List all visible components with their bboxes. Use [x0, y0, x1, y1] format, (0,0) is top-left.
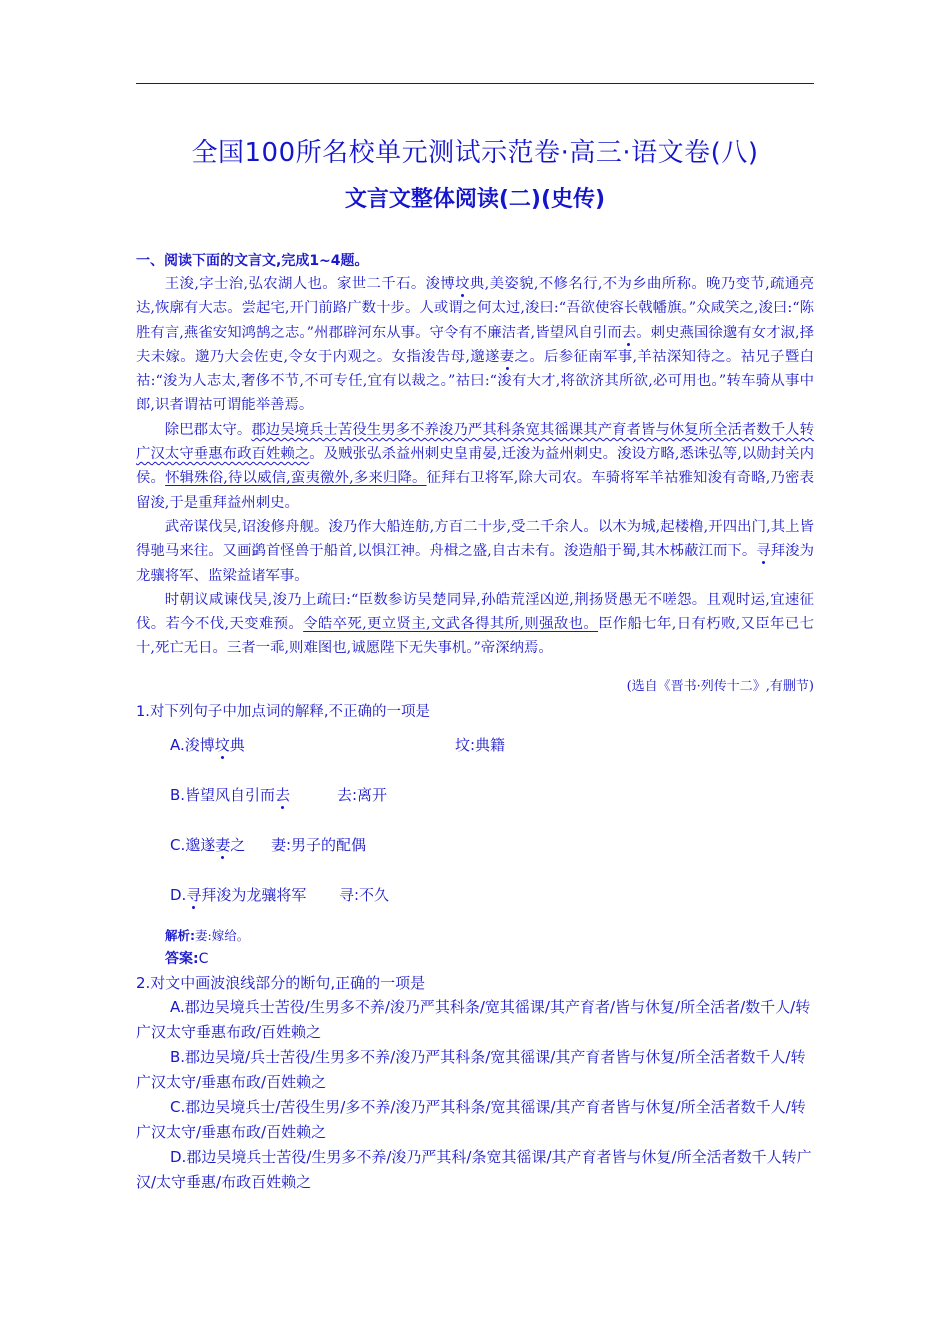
option-text: 典	[229, 736, 245, 754]
dotted-word: 妻	[215, 836, 231, 854]
passage-text: 臣作船七年,日有朽败,又臣年已七十,死亡无日。三者一乖,则难图也,诚愿陛下无失事机。”帝深纳焉。	[136, 616, 814, 657]
page-title: 全国100所名校单元测试示范卷·高三·语文卷(八)	[191, 138, 759, 168]
passage-text: 王浚,字士治,弘农湖人也。家世二千石。浚博	[164, 276, 456, 292]
q2-option-a: A.郡边吴境兵士苦役/生男多不养/浚乃严其科条/宽其徭课/其产育者/皆与休复/所全活者/数千人/转广汉太守垂惠布政/百姓赖之	[136, 998, 811, 1041]
answer-value: C	[198, 951, 209, 967]
option-text: C.邈遂	[170, 836, 216, 854]
passage-text: 。刺史燕国徐邈有女才淑,择夫未嫁。邈乃大会佐吏,令女于内观之。女指浚告母,邈遂	[136, 324, 814, 365]
passage-text: 征拜右卫将军,除大司农。车骑将军羊祜雅知浚有奇略,乃密表留浚,于是重拜益州刺史。	[136, 470, 814, 511]
q1-option-d	[170, 884, 306, 905]
passage-text: 时朝议咸谏伐吴,浚乃上疏曰:“臣数参访吴楚同异,孙皓荒淫凶逆,荆扬贤愚无不嗟怨。且观时运,宜速征伐。若今不伐,天变难预。	[136, 591, 814, 633]
q1-answer	[165, 948, 208, 968]
dotted-word: 坟	[214, 736, 230, 754]
dotted-word: 寻	[186, 886, 202, 904]
q1-option-a	[170, 734, 245, 755]
q1-option-c-gloss: 妻:男子的配偶	[271, 836, 367, 854]
q2-option-c: C.郡边吴境兵士/苦役生男/多不养/浚乃严其科条/宽其徭课/其产育者皆与休复/所全活者数千人/转广汉太守/垂惠布政/百姓赖之	[136, 1098, 806, 1141]
question-2-stem: 2.对文中画波浪线部分的断句,正确的一项是	[136, 974, 426, 992]
analysis-text: 妻:嫁给。	[195, 928, 250, 943]
passage-paragraph-1	[136, 272, 814, 418]
dotted-word: 妻	[499, 348, 515, 365]
top-rule	[136, 83, 814, 84]
passage	[136, 272, 814, 661]
passage-text: 。及贼张弘杀益州刺史皇甫晏,迁浚为益州刺史。浚设方略,悉诛弘等,以勋封关内侯。	[136, 446, 814, 487]
q1-option-c	[170, 834, 245, 855]
analysis-label: 解析:	[165, 928, 195, 943]
q1-option-b-gloss: 去:离开	[337, 786, 388, 804]
passage-paragraph-3	[136, 515, 814, 588]
option-text: D.	[170, 886, 187, 904]
page-subtitle: 文言文整体阅读(二)(史传)	[344, 187, 606, 212]
q1-analysis	[165, 926, 249, 944]
passage-text: 除巴郡太守。	[164, 421, 252, 438]
passage-text: 之。后参征南军事,羊祜深知待之。祜兄子暨白祜:“浚为人志太,奢侈不节,不可专任,宜有以裁之。”祜曰:“浚有大才,将欲济其所欲,必可用也。”转车骑从事中郎,识者谓祜可谓能举善焉。	[136, 348, 814, 414]
underlined-text: 令皓卒死,更立贤主,文武各得其所,则强敌也。	[303, 616, 599, 633]
dotted-word: 寻	[756, 543, 771, 560]
section-heading: 一、阅读下面的文言文,完成1~4题。	[136, 253, 369, 269]
dotted-word: 去	[275, 786, 291, 804]
q2-option-b: B.郡边吴境/兵士苦役/生男多不养/浚乃严其科条/宽其徭课/其产育者皆与休复/所全活者数千人/转广汉太守/垂惠布政/百姓赖之	[136, 1048, 806, 1091]
answer-label: 答案:	[165, 951, 199, 967]
question-1-stem: 1.对下列句子中加点词的解释,不正确的一项是	[136, 704, 430, 720]
option-text: A.浚博	[170, 736, 215, 754]
q1-option-d-gloss: 寻:不久	[339, 886, 390, 904]
option-text: B.皆望风自引而	[170, 786, 276, 804]
q1-option-a-gloss: 坟:典籍	[455, 736, 506, 754]
q1-option-b	[170, 784, 290, 805]
passage-text: 拜浚为龙骧将军、监梁益诸军事。	[136, 543, 814, 584]
option-text: 之	[230, 836, 246, 854]
q2-option-d: D.郡边吴境兵士苦役/生男多不养/浚乃严其科/条宽其徭课/其产育者皆与休复/所全活者数千人转广汉/太守垂惠/布政百姓赖之	[136, 1148, 812, 1191]
passage-paragraph-2	[136, 418, 814, 515]
option-text: 拜浚为龙骧将军	[201, 886, 307, 904]
source-citation: (选自《晋书·列传十二》,有删节)	[626, 679, 814, 694]
passage-paragraph-4	[136, 588, 814, 661]
passage-text: 典,美姿貌,不修名行,不为乡曲所称。晚乃变节,疏通亮达,恢廓有大志。尝起宅,开门前路广数十步。人或谓之何太过,浚曰:“吾欲使容长戟幡旗。”众咸笑之,浚曰:“陈胜有言,燕雀安知鸿鹄之志。”州郡辟河东从事。守令有不廉洁者,皆望风自引而	[136, 276, 814, 341]
q2-options	[136, 995, 814, 1195]
passage-text: 武帝谋伐吴,诏浚修舟舰。浚乃作大船连舫,方百二十步,受二千余人。以木为城,起楼橹,开四出门,其上皆得驰马来往。又画鹢首怪兽于船首,以惧江神。舟楫之盛,自古未有。浚造船于蜀,其木柹蔽江而下。	[136, 518, 814, 560]
dotted-word: 去	[621, 324, 637, 341]
underlined-text: 怀辑殊俗,待以威信,蛮夷徼外,多来归降。	[165, 470, 427, 487]
wavy-underlined-text: 郡边吴境兵士苦役生男多不养浚乃严其科条宽其徭课其产育者皆与休复所全活者数千人转广汉太守垂惠布政百姓赖之	[136, 421, 814, 463]
dotted-word: 坟	[455, 276, 470, 292]
